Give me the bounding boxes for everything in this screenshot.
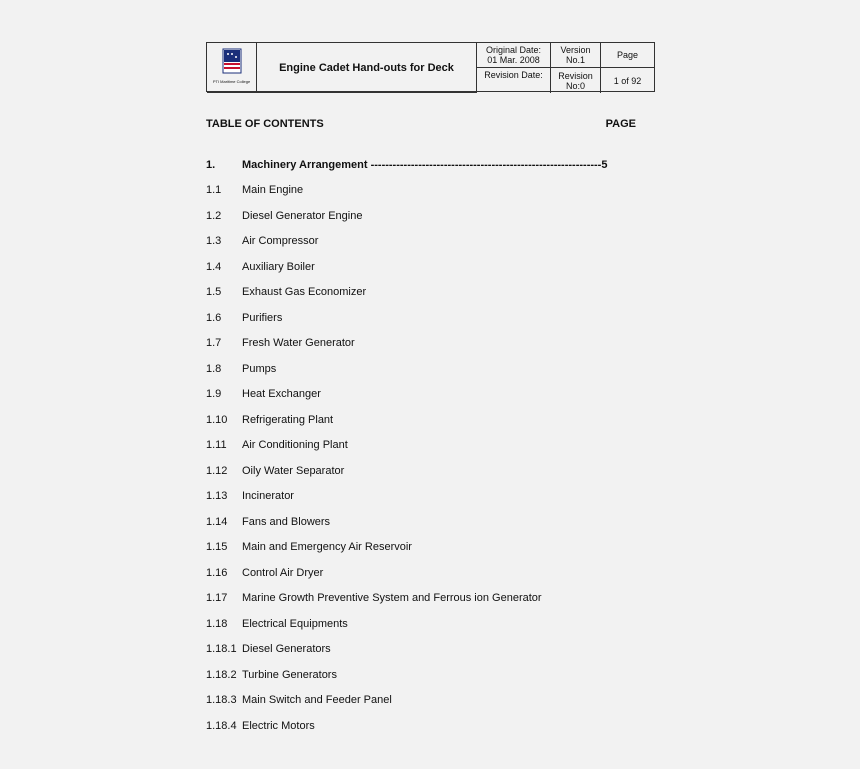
toc-entry xyxy=(206,305,646,331)
toc-entry-title: Pumps xyxy=(242,362,277,375)
toc-entry-number: 1.18.1 xyxy=(206,643,237,656)
toc-page-heading: PAGE xyxy=(605,118,636,130)
toc-entry-title: Main and Emergency Air Reservoir xyxy=(242,541,412,554)
toc-entry-number: 1.11 xyxy=(206,439,227,452)
toc-entry xyxy=(206,560,646,586)
toc-entry-number: 1.6 xyxy=(206,311,222,324)
revision-value: No:0 xyxy=(565,80,585,91)
toc-entry xyxy=(206,713,646,739)
toc-entry-number: 1.13 xyxy=(206,490,228,503)
toc-entry-number: 1.3 xyxy=(206,235,222,248)
toc-entry-title: Machinery Arrangement ---------------------------------------------------------------5 xyxy=(242,158,608,171)
toc-entry-number: 1.9 xyxy=(206,388,222,401)
toc-entry-number: 1.18 xyxy=(206,617,228,630)
toc-entry xyxy=(206,433,646,459)
version-value: No.1 xyxy=(565,55,585,65)
toc-entry-title: Oily Water Separator xyxy=(242,464,345,477)
original-date-label: Original Date: xyxy=(485,45,542,55)
logo-caption: PTI Maritime College xyxy=(212,79,251,84)
toc-entry-number: 1.18.4 xyxy=(206,719,237,732)
toc-entry-title: Fans and Blowers xyxy=(242,515,331,528)
revision-date-label: Revision Date: xyxy=(477,68,551,93)
toc-entry xyxy=(206,152,646,178)
toc-entry xyxy=(206,178,646,204)
toc-entry-title: Main Switch and Feeder Panel xyxy=(242,694,392,707)
toc-entry-number: 1.14 xyxy=(206,515,228,528)
toc-entry-number: 1.5 xyxy=(206,286,222,299)
toc-entry xyxy=(206,611,646,637)
toc-entry-title: Electrical Equipments xyxy=(242,617,348,630)
toc-entry-title: Auxiliary Boiler xyxy=(242,260,315,273)
toc-heading: TABLE OF CONTENTS xyxy=(206,118,324,130)
toc-entry xyxy=(206,586,646,612)
toc-entry-number: 1.18.2 xyxy=(206,668,237,681)
original-date-value: 01 Mar. 2008 xyxy=(487,55,540,65)
version-cell xyxy=(551,43,601,68)
toc-entry-title: Refrigerating Plant xyxy=(242,413,334,426)
toc-entry-number: 1.15 xyxy=(206,541,228,554)
college-logo xyxy=(207,43,257,93)
document-page xyxy=(170,0,690,769)
toc-entry-title: Turbine Generators xyxy=(242,668,337,681)
toc-entry-title: Diesel Generator Engine xyxy=(242,209,363,222)
toc-entry xyxy=(206,254,646,280)
toc-entry-title: Fresh Water Generator xyxy=(242,337,355,350)
toc-entry-title: Main Engine xyxy=(242,184,304,197)
toc-entry-number: 1. xyxy=(206,158,216,171)
toc-entry-number: 1.8 xyxy=(206,362,222,375)
page-count: 1 of 92 xyxy=(613,75,642,86)
toc-entry-number: 1.2 xyxy=(206,209,222,222)
toc-entry xyxy=(206,280,646,306)
toc-entry-title: Diesel Generators xyxy=(242,643,331,656)
toc-entry xyxy=(206,203,646,229)
toc-entry-title: Electric Motors xyxy=(242,719,315,732)
toc-entry-number: 1.1 xyxy=(206,184,222,197)
toc-entry xyxy=(206,229,646,255)
toc-entry-title: Control Air Dryer xyxy=(242,566,324,579)
toc-entry xyxy=(206,331,646,357)
toc-entry-title: Heat Exchanger xyxy=(242,388,321,401)
toc-entry xyxy=(206,637,646,663)
toc-entry xyxy=(206,484,646,510)
toc-entry-title: Air Compressor xyxy=(242,235,319,248)
toc-entry xyxy=(206,407,646,433)
revision-label: Revision xyxy=(558,70,593,81)
flag-shield-icon xyxy=(222,48,242,76)
page-label: Page xyxy=(601,43,654,68)
document-title: Engine Cadet Hand-outs for Deck xyxy=(257,43,477,93)
toc-entry-number: 1.7 xyxy=(206,337,222,350)
version-label: Version xyxy=(560,45,591,55)
toc-entry-number: 1.17 xyxy=(206,592,228,605)
toc-entry xyxy=(206,356,646,382)
toc-entry-number: 1.10 xyxy=(206,413,228,426)
toc-list xyxy=(206,152,646,739)
toc-entry xyxy=(206,688,646,714)
revision-cell xyxy=(551,68,601,93)
toc-entry xyxy=(206,458,646,484)
toc-entry-title: Exhaust Gas Economizer xyxy=(242,286,367,299)
toc-entry xyxy=(206,535,646,561)
toc-entry-number: 1.18.3 xyxy=(206,694,237,707)
toc-entry-title: Incinerator xyxy=(242,490,294,503)
toc-entry xyxy=(206,382,646,408)
toc-entry-title: Air Conditioning Plant xyxy=(242,439,348,452)
toc-entry-title: Marine Growth Preventive System and Ferrous ion Generator xyxy=(242,592,542,605)
toc-entry-number: 1.16 xyxy=(206,566,228,579)
toc-entry-title: Purifiers xyxy=(242,311,283,324)
toc-heading-row xyxy=(206,118,636,130)
toc-entry-number: 1.4 xyxy=(206,260,222,273)
document-header-table xyxy=(206,42,655,92)
toc-entry-number: 1.12 xyxy=(206,464,228,477)
original-date-cell xyxy=(477,43,551,68)
toc-entry xyxy=(206,509,646,535)
toc-entry xyxy=(206,662,646,688)
